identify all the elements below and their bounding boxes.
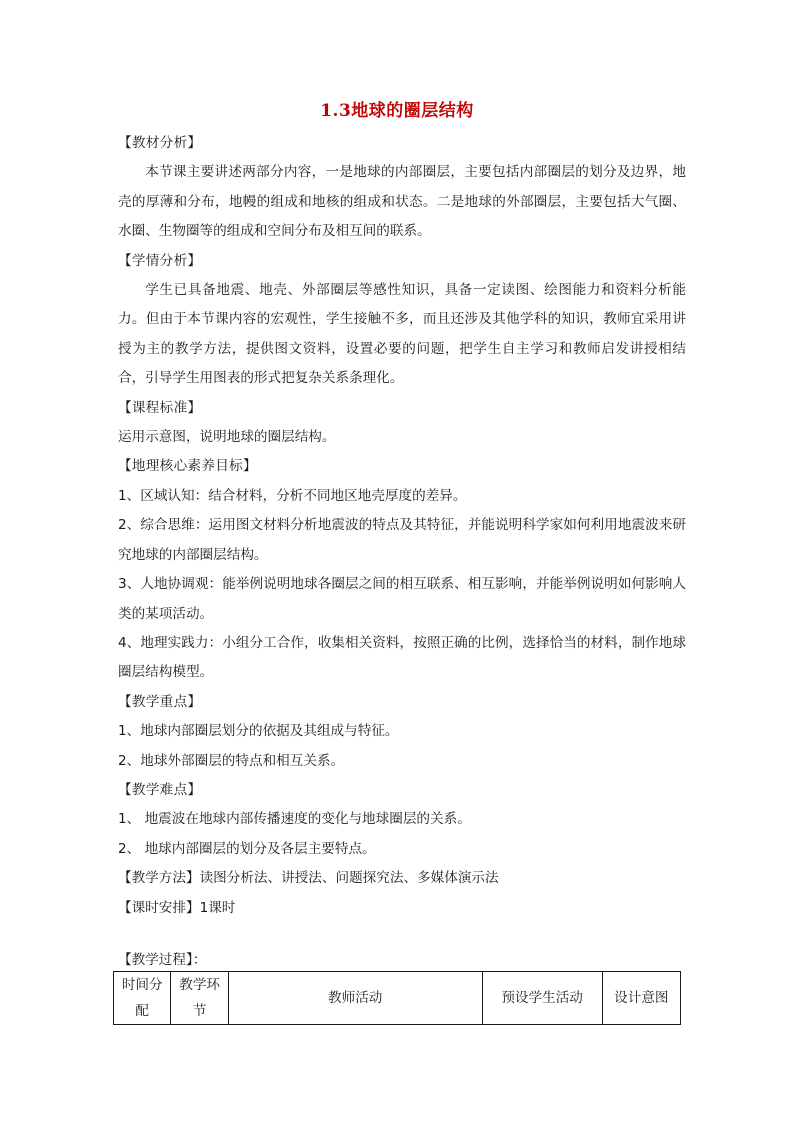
section-body-textbook: 本节课主要讲述两部分内容，一是地球的内部圈层，主要包括内部圈层的划分及边界，地壳的厚薄和分布，地幔的组成和地核的组成和状态。二是地球的外部圈层，主要包括大气圈、水圈、生物圈等的组成和空间分布及相互间的联系。 (118, 164, 686, 240)
section-heading-students: 【学情分析】 (118, 252, 202, 269)
methods-line (118, 864, 686, 893)
goal-item: 1、区域认知：结合材料，分析不同地区地壳厚度的差异。 (118, 487, 467, 504)
column-header-stage: 教学环节 (171, 972, 228, 1025)
process-table (113, 971, 681, 1025)
section-body-methods: 读图分析法、讲授法、问题探究法、多媒体演示法 (199, 870, 499, 887)
table-header-row (114, 972, 681, 1025)
section-heading-textbook: 【教材分析】 (118, 135, 202, 151)
goal-item: 2、综合思维：运用图文材料分析地震波的特点及其特征，并能说明科学家如何利用地震波来研究地球的内部圈层结构。 (118, 517, 686, 563)
difficulty-item: 2、 地球内部圈层的划分及各层主要特点。 (118, 840, 376, 857)
key-point-item: 1、地球内部圈层划分的依据及其组成与特征。 (118, 723, 399, 740)
section-body-students: 学生已具备地震、地壳、外部圈层等感性知识，具备一定读图、绘图能力和资料分析能力。但由于本节课内容的宏观性，学生接触不多，而且还涉及其他学科的知识，教师宜采用讲授为主的教学方法，提供图文资料，设置必要的问题，把学生自主学习和教师启发讲授相结合，引导学生用图表的形式把复杂关系条理化。 (118, 282, 686, 387)
section-body-schedule: 1课时 (199, 899, 236, 916)
goal-item: 4、地理实践力：小组分工合作，收集相关资料，按照正确的比例，选择恰当的材料，制作地球圈层结构模型。 (118, 634, 686, 681)
section-heading-difficulties: 【教学难点】 (118, 781, 202, 798)
page-title: 1.3地球的圈层结构 (320, 101, 474, 121)
section-body-standard: 运用示意图，说明地球的圈层结构。 (118, 429, 336, 446)
key-point-item: 2、地球外部圈层的特点和相互关系。 (118, 752, 345, 769)
column-header-student-activity: 预设学生活动 (482, 972, 602, 1025)
document-body (118, 129, 686, 923)
section-heading-key-points: 【教学重点】 (118, 693, 202, 710)
section-heading-process: 【教学过程】： (118, 952, 207, 968)
column-header-teacher-activity: 教师活动 (228, 972, 482, 1025)
section-heading-schedule: 【课时安排】 (118, 899, 200, 916)
section-heading-methods: 【教学方法】 (118, 870, 200, 887)
column-header-time: 时间分配 (114, 972, 171, 1025)
goal-item: 3、人地协调观：能举例说明地球各圈层之间的相互联系、相互影响，并能举例说明如何影响人类的某项活动。 (118, 576, 686, 622)
section-heading-goals: 【地理核心素养目标】 (118, 458, 257, 475)
section-heading-standard: 【课程标准】 (118, 399, 202, 416)
column-header-design-intent: 设计意图 (602, 972, 680, 1025)
schedule-line (118, 894, 686, 923)
difficulty-item: 1、 地震波在地球内部传播速度的变化与地球圈层的关系。 (118, 811, 471, 828)
